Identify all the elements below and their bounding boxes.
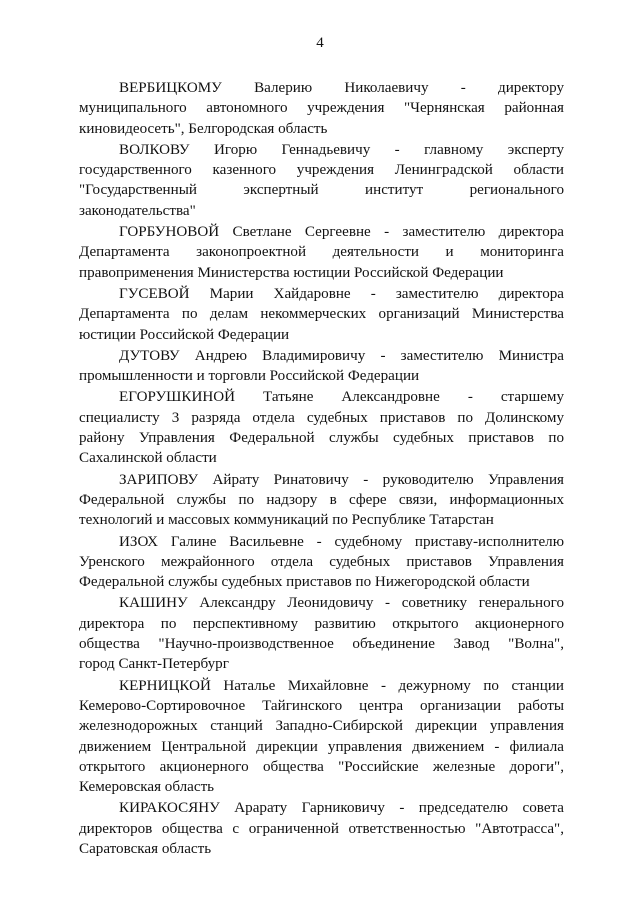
list-item (79, 222, 564, 283)
list-item (79, 346, 564, 387)
list-item (79, 387, 564, 468)
list-item (79, 593, 564, 674)
entry-line: Федеральной службы судебных приставов по Нижегородской области (79, 574, 530, 591)
entry-line: ГОРБУНОВОЙ Светлане Сергеевне - заместителю директора (119, 224, 564, 241)
entry-line: киновидеосеть", Белгородская область (79, 120, 328, 137)
entry-line: КИРАКОСЯНУ Арарату Гарниковичу - председателю совета (119, 800, 564, 817)
list-item (79, 798, 564, 859)
entry-line: правоприменения Министерства юстиции Российской Федерации (79, 264, 504, 281)
entry-line: ЕГОРУШКИНОЙ Татьяне Александровне - старшему (119, 389, 564, 406)
entry-line: ВЕРБИЦКОМУ Валерию Николаевичу - директору (119, 80, 564, 96)
entry-line: город Санкт-Петербург (79, 656, 229, 673)
entry-line: Саратовская область (79, 840, 212, 857)
list-item (79, 78, 564, 139)
list-item (79, 470, 564, 531)
entry-line: "Государственный экспертный институт регионального (79, 182, 564, 199)
entry-line: Кемеровская область (79, 779, 215, 796)
entry-line: муниципального автономного учреждения "Чернянская районная (79, 100, 564, 117)
entry-line: Кемерово-Сортировочное Тайгинского центра организации работы (79, 697, 564, 714)
entry-line: законодательства" (79, 202, 196, 219)
entry-line: Департамента законопроектной деятельности и мониторинга (79, 244, 564, 261)
entry-line: КАШИНУ Александру Леонидовичу - советнику генерального (119, 595, 564, 612)
list-item (79, 532, 564, 593)
entry-line: юстиции Российской Федерации (79, 326, 290, 343)
entry-line: Сахалинской области (79, 450, 217, 467)
list-item (79, 284, 564, 345)
entry-line: специалисту 3 разряда отдела судебных приставов по Долинскому (79, 409, 564, 426)
entry-line: КЕРНИЦКОЙ Наталье Михайловне - дежурному по станции (119, 677, 564, 694)
entry-line: открытого акционерного общества "Российские железные дороги", (79, 758, 564, 775)
entry-line: железнодорожных станций Западно-Сибирской дирекции управления (79, 718, 564, 735)
entry-line: общества "Научно-производственное объединение Завод "Волна", (79, 636, 564, 653)
entry-line: Департамента по делам некоммерческих организаций Министерства (79, 306, 564, 323)
page-number: 4 (316, 35, 324, 51)
entry-line: промышленности и торговли Российской Федерации (79, 368, 420, 385)
entry-line: ЗАРИПОВУ Айрату Ринатовичу - руководителю Управления (119, 471, 564, 488)
list-item (79, 676, 564, 798)
entry-line: ГУСЕВОЙ Марии Хайдаровне - заместителю директора (119, 285, 564, 302)
entry-line: государственного казенного учреждения Ленинградской области (79, 162, 564, 179)
entry-line: директора по перспективному развитию открытого акционерного (79, 615, 564, 632)
award-list (79, 78, 564, 859)
list-item (79, 140, 564, 221)
entry-line: ИЗОХ Галине Васильевне - судебному приставу-исполнителю (119, 533, 564, 550)
entry-line: директоров общества с ограниченной ответственностью "Автотрасса", (79, 820, 564, 837)
entry-line: ВОЛКОВУ Игорю Геннадьевичу - главному эксперту (119, 141, 564, 158)
entry-line: району Управления Федеральной службы судебных приставов по (79, 430, 564, 447)
entry-line: Уренского межрайонного отдела судебных приставов Управления (79, 553, 564, 570)
entry-line: движением Центральной дирекции управления движением - филиала (79, 738, 564, 755)
entry-line: ДУТОВУ Андрею Владимировичу - заместителю Министра (119, 347, 564, 364)
entry-line: технологий и массовых коммуникаций по Республике Татарстан (79, 512, 494, 529)
entry-line: Федеральной службы по надзору в сфере связи, информационных (79, 491, 564, 508)
